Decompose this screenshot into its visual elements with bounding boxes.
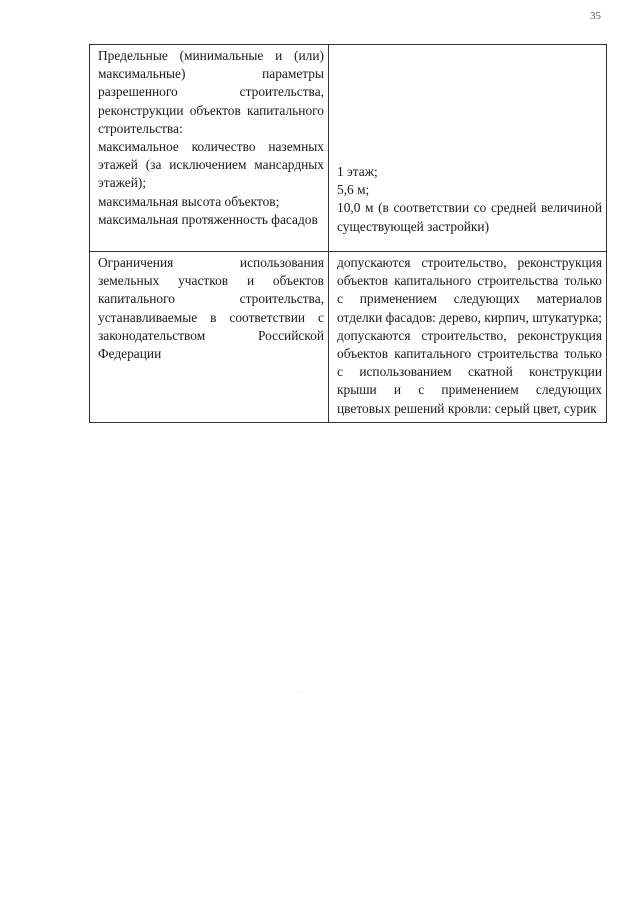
table-row	[90, 252, 607, 423]
cell-spacer	[337, 47, 602, 163]
cell-paragraph: допускаются строительство, реконструкция объектов капитального строительства только с применением следующих материалов отделки фасадов: дерево, кирпич, штукатурка;	[337, 255, 602, 325]
cell-paragraph: максимальная высота объектов;	[98, 193, 280, 209]
table-cell-value	[329, 252, 607, 423]
cell-paragraph: максимальная протяженность фасадов	[98, 211, 318, 227]
cell-paragraph: максимальное количество наземных этажей (за исключением мансардных этажей);	[98, 139, 324, 191]
cell-paragraph: 10,0 м (в соответствии со средней величиной существующей застройки)	[337, 200, 602, 234]
cell-paragraph: 1 этаж;	[337, 164, 378, 179]
cell-paragraph: Предельные (минимальные и (или) максимальные) параметры разрешенного строительства, реконструкции объектов капитального строительства:	[98, 48, 324, 136]
table-cell-parameter	[90, 252, 329, 423]
cell-paragraph: допускаются строительство, реконструкция объектов капитального строительства только с использованием скатной конструкции крыши и с применением следующих цветовых решений кровли: серый цвет, сурик	[337, 327, 602, 416]
regulations-table	[89, 44, 607, 423]
table-cell-parameter	[90, 45, 329, 252]
page-number: 35	[590, 10, 601, 22]
table-cell-value	[329, 45, 607, 252]
cell-paragraph: Ограничения использования земельных участков и объектов капитального строительства, устанавливаемые в соответствии с законодательством Российской Федерации	[98, 255, 324, 362]
cell-paragraph: 5,6 м;	[337, 182, 370, 198]
table-row	[90, 45, 607, 252]
scan-fleck	[298, 691, 299, 692]
